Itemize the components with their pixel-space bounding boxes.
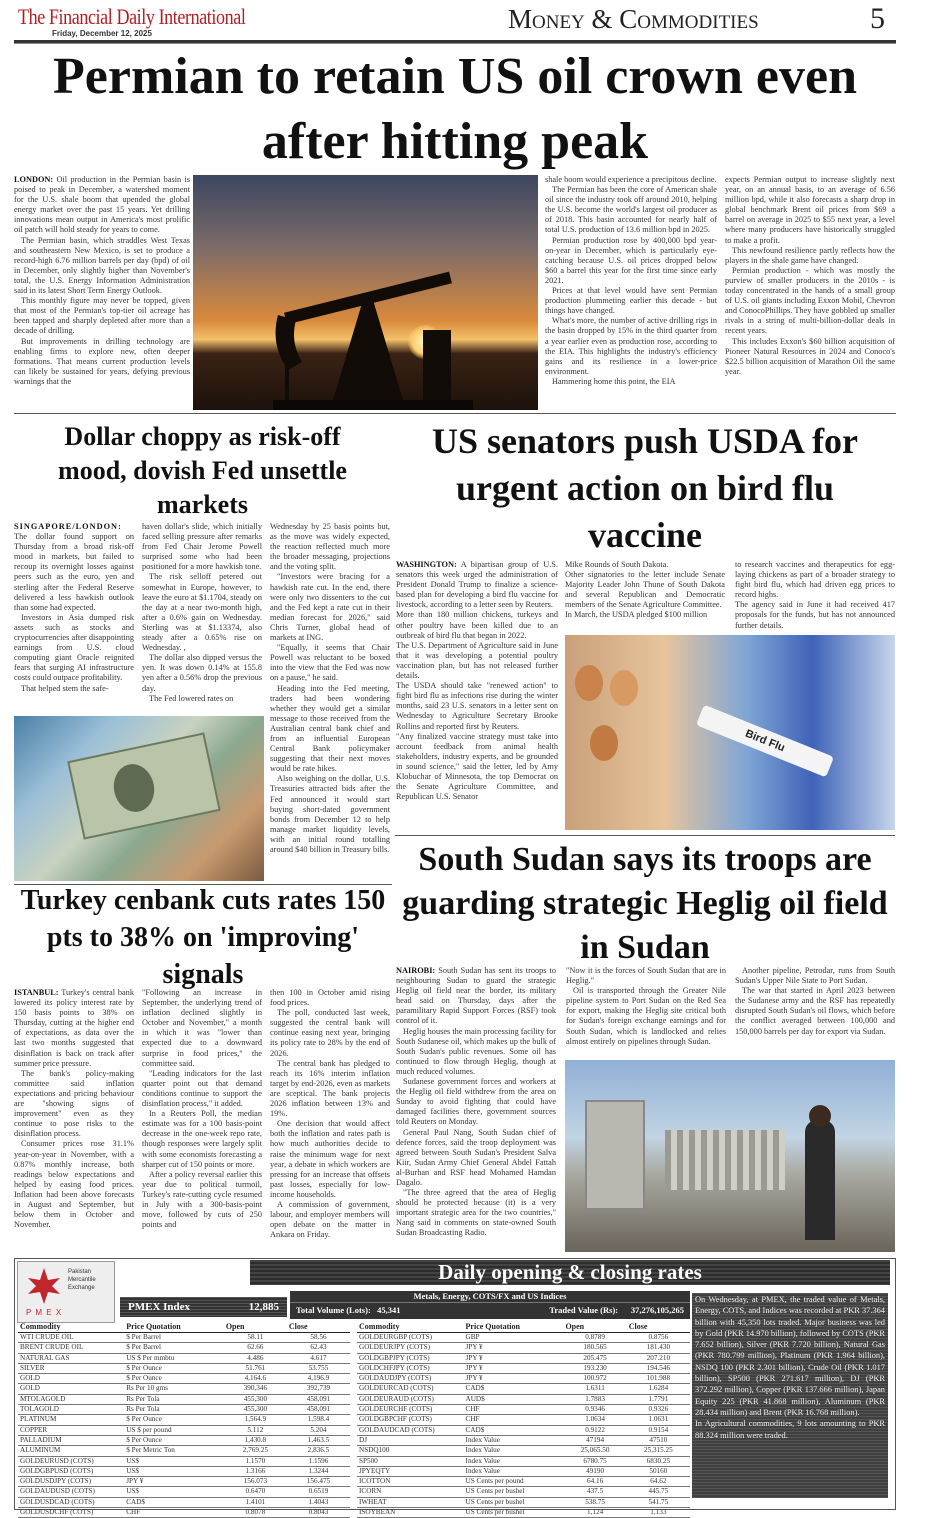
table-row [357,1353,690,1363]
quotation-cell: US$ [124,1456,224,1466]
open-cell: 5.112 [224,1425,287,1435]
usda-column-3: to research vaccines and therapeutics for egg-laying chickens as part of a broader strategy to fight bird flu, which had driven egg prices to record highs. The agency said in June it had received 417 proposals for the funds, but has not announced further details. [735,560,895,630]
close-cell: 0.9154 [627,1425,690,1435]
table-row [357,1466,690,1476]
close-cell: 1.7791 [627,1394,690,1404]
pumpjack-icon [273,220,473,410]
table-row [357,1415,690,1425]
close-cell: 0.6519 [287,1487,350,1497]
table-row [357,1477,690,1487]
commodity-cell: JPYEQTY [357,1466,464,1476]
table-row [18,1384,350,1394]
open-cell: 180.565 [563,1343,626,1353]
commodity-cell: IWHEAT [357,1497,464,1507]
lead-column-3: shale boom would experience a precipitous decline. The Permian has been the core of American shale oil since the industry took off around 2010, helping the U.S. become the world's largest oil producer as of 2018. This basin accounted for nearly half of total U.S. production of 13.6 million bpd in 2025. Permian production rose by 400,000 bpd year-on-year in December, which is particularly eye-catching because U.S. oil prices dropped below $60 a barrel this year for the first time since early 2021. Prices at that level would have sent Permian production plummeting earlier this decade - but things have changed. What's more, the number of active drilling rigs in the basin dropped by 15% in the third quarter from a year earlier even as production rose, according to the EIA. This highlights the industry's efficiency gains and its resilience in a lower-price environment. Hammering home this point, the EIA [545,175,717,386]
table-row [357,1333,690,1343]
table-row [357,1374,690,1384]
close-cell: 1,598.4 [287,1415,350,1425]
quotation-cell: Rs Per 10 gms [124,1384,224,1394]
sudan-column-2: "Now it is the forces of South Sudan that are in Heglig." Oil is transported through the Greater Nile pipeline system to Port Sudan on the Red Sea for export, making the Heglig site critical both for Sudan's foreign exchange earnings and for South Sudan, which is landlocked and relies almost entirely on pipelines through Sudan. [566,966,726,1046]
open-cell: 0.8789 [563,1333,626,1343]
dateline: LONDON: [14,175,54,184]
divider [14,413,896,414]
table-row [357,1487,690,1497]
quotation-cell: CHF [124,1508,224,1518]
close-cell: 53.755 [287,1363,350,1373]
close-cell: 207.210 [627,1353,690,1363]
commodity-cell: GOLDCHFJPY (COTS) [357,1363,464,1373]
quotation-cell: Index Value [464,1446,564,1456]
quotation-cell: US Cents per bushel [464,1487,564,1497]
quotation-cell: AUD$ [464,1394,564,1404]
turkey-column-1: ISTANBUL: Turkey's central bank lowered its policy interest rate by 150 basis points to 38% on Thursday, cutting at the higher end of expectations, as data over the last two months suggested that disinflation is back on track after summer price pressure. The bank's policy-making committee said inflation expectations and pricing behaviour are "showing signs of improvement" even as they continue to pose risks to the disinflation process. Consumer prices rose 31.1% year-on-year in November, with a 0.87% monthly increase, both readings below expectations and helped by easing food prices. Inflation had been above forecasts in August and September, but below them in October and November. [14,988,134,1230]
open-cell: 1.4101 [224,1497,287,1507]
table-row [357,1508,690,1518]
close-cell: 0.8043 [287,1508,350,1518]
open-cell: 49190 [563,1466,626,1476]
commodity-cell: GOLDEURUSD (COTS) [18,1456,124,1466]
table-row [18,1333,350,1343]
total-volume-value: 45,341 [377,1305,401,1315]
open-cell: 1,124 [563,1508,626,1518]
commodity-cell: GOLDGBPUSD (COTS) [18,1466,124,1476]
close-cell: 6830.25 [627,1456,690,1466]
rates-table-left: Commodity Price Quotation Open Close WTI CRUDE OIL $ Per Barrel 58.11 58.56 BRENT CRUDE OIL $ Per Barrel 62.66 62.43 NATURAL GAS US $ Per mmbtu 4.486 4.617 SILVER $ Per Ounce 51.761 53.755 GOLD $ Per Ounce 4,164.6 4,196.9 GOLD Rs Per 10 gms 390,346 392,739 MTOLAGOLD Rs Per Tola 455,300 458,091 TOLAGOLD Rs Per Tola 455,300 458,091 PLATINUM $ Per Ounce 1,564.9 1,598.4 COPPER US $ per pound 5.112 5.204 PALLADIUM $ Per Ounce 1,430.8 1,463.5 ALUMINUM $ Per Metric Ton 2,769.25 2,836.5 GOLDEURUSD (COTS) US$ 1.1570 1.1596 GOLDGBPUSD (COTS) US$ 1.3166 1.3244 GOLDUSDJPY (COTS) JPY ¥ 156.073 156.475 GOLDAUDUSD (COTS) US$ 0.6470 0.6519 GOLDUSDCAD (COTS) CAD$ 1.4101 1.4043 GOLDUSDCHF (COTS) CHF 0.8078 0.8043 [18,1322,350,1518]
trading-summary: On Wednesday, at PMEX, the traded value of Metals, Energy, COTS, and Indices was recorded at PKR 37.364 billion with 45,350 lots traded. Major business was led by Gold (PKR 14.970 billion), followed by COTS (PKR 7.652 billion), Silver (PKR 7.720 billion), Natural Gas (PKR 780.799 million), Platinum (PKR 1.964 billion), NSDQ 100 (PKR 2.301 billion), Crude Oil (PKR 1.017 billion), SP500 (PKR 271.617 million), DJ (PKR 372.292 million), Copper (PKR 137.666 million), Japan Equity 225 (PKR 41.868 million), Aluminum (PKR 28.434 million) and Brent (PKR 16.768 million). In Agricultural commodities, 9 lots amounting to PKR 88.324 million were traded. [692,1293,888,1498]
commodity-cell: MTOLAGOLD [18,1394,124,1404]
commodity-cell: ICORN [357,1487,464,1497]
close-cell: 458,091 [287,1405,350,1415]
commodity-cell: ISOYBEAN [357,1508,464,1518]
commodity-cell: GOLDUSDJPY (COTS) [18,1477,124,1487]
banknotes-photo [14,716,264,881]
open-cell: 25,065.50 [563,1446,626,1456]
close-cell: 62.43 [287,1343,350,1353]
bird-flu-vial-label: Bird Flu [696,705,834,778]
table-row [18,1374,350,1384]
open-cell: 6780.75 [563,1456,626,1466]
commodity-cell: ICOTTON [357,1477,464,1487]
quotation-cell: US $ per pound [124,1425,224,1435]
close-cell: 2,836.5 [287,1446,350,1456]
open-cell: 1.7883 [563,1394,626,1404]
close-cell: 181.430 [627,1343,690,1353]
quotation-cell: US Cents per bushel [464,1508,564,1518]
open-cell: 437.5 [563,1487,626,1497]
quotation-cell: $ Per Ounce [124,1363,224,1373]
open-cell: 205.475 [563,1353,626,1363]
turkey-column-2: "Following an increase in September, the underlying trend of inflation declined slightly in October and November," a month in which it was "lower than expected due to a downward surprise in food prices," the committee said. "Leading indicators for the last quarter point out that demand conditions continue to support the disinflation process," it added. In a Reuters Poll, the median estimate was for a 100 basis-point decrease in the one-week repo rate, though responses were largely split with some economists forecasting a sharper cut of 150 points or more. After a policy reversal earlier this year due to political turmoil, Turkey's rate-cutting cycle resumed in July with a 300-basis-point move, followed by cuts of 250 points and [142,988,262,1230]
quotation-cell: JPY ¥ [124,1477,224,1487]
open-cell: 0.8078 [224,1508,287,1518]
open-cell: 4,164.6 [224,1374,287,1384]
usda-column-2: Mike Rounds of South Dakota. Other signatories to the letter include Senate Majority Leader John Thune of South Dakota and several Republican and Democratic members of the Senate Agriculture Committee. In March, the USDA pledged $100 million [565,560,725,620]
open-cell: 1.1570 [224,1456,287,1466]
commodity-cell: GOLDUSDCHF (COTS) [18,1508,124,1518]
issue-date: Friday, December 12, 2025 [52,29,152,38]
quotation-cell: CAD$ [464,1384,564,1394]
open-cell: 1,564.9 [224,1415,287,1425]
close-cell: 58.56 [287,1333,350,1343]
close-cell: 392,739 [287,1384,350,1394]
open-cell: 538.75 [563,1497,626,1507]
open-cell: 47194 [563,1435,626,1445]
quotation-cell: Index Value [464,1456,564,1466]
open-cell: 1.0634 [563,1415,626,1425]
close-cell: 541.75 [627,1497,690,1507]
open-cell: 193.230 [563,1363,626,1373]
table-row [18,1497,350,1507]
close-cell: 0.8756 [627,1333,690,1343]
commodity-cell: NATURAL GAS [18,1353,124,1363]
table-row [18,1363,350,1373]
quotation-cell: US$ [124,1466,224,1476]
quotation-cell: US$ [124,1487,224,1497]
dollar-column-2: haven dollar's slide, which initially faced selling pressure after remarks from Fed Chair Jerome Powell surprised some who had been positioned for a more hawkish tone. The risk selloff petered out somewhat in Europe, however, to leave the euro at $1.1704, steady on the day at a near two-month high, after a 0.6% gain on Wednesday. Sterling was at $1.13374, also steady after a 0.65% rise on Wednesday. , The dollar also dipped versus the yen. It was down 0.14% at 155.8 yen after a 0.56% drop the previous day. The Fed lowered rates on [142,522,262,703]
table-row [18,1508,350,1518]
quotation-cell: $ Per Ounce [124,1415,224,1425]
sudan-column-1: NAIROBI: South Sudan has sent its troops to neighbouring Sudan to guard the strategic Heglig oil field near the border, its military head said on Thursday, days after the paramilitary Rapid Support Forces (RSF) took control of it. Heglig houses the main processing facility for South Sudanese oil, which makes up the bulk of South Sudan's public revenues. Some oil has continued to flow through Heglig, though at much reduced volumes. Sudanese government forces and workers at the Heglig oil field withdrew from the area on Sunday to avoid fighting that could have damaged facilities there, government sources told Reuters on Monday. General Paul Nang, South Sudan chief of defence forces, said the troop deployment was agreed between South Sudan's President Salva Kiir, Sudan Army Chief General Abdel Fattah al-Burhan and RSF head Mohamed Hamdan Dagalo. "The three agreed that the area of Heglig should be protected because (it) is a very important strategic area for the two countries," Nang said in comments on state-owned South Sudan Broadcasting Radio. [396,966,557,1238]
commodity-cell: GOLD [18,1384,124,1394]
quotation-cell: JPY ¥ [464,1343,564,1353]
lead-headline: Permian to retain US oil crown even after hitting peak [53,48,857,170]
table-row [357,1384,690,1394]
close-cell: 156.475 [287,1477,350,1487]
commodity-cell: GOLDEURGBP (COTS) [357,1333,464,1343]
table-row [357,1405,690,1415]
lead-column-4: expects Permian output to increase slightly next year, on an annual basis, to an average of 6.56 million bpd, while it also forecasts a sharp drop in global benchmark Brent oil prices from $69 a barrel on average in 2025 to $55 next year, a level where many producers have historically struggled to make a profit. This newfound resilience partly reflects how the players in the shale game have changed. Permian production - which was mostly the purview of smaller producers in the 2010s - is today concentrated in the hands of a small group of U.S. oil giants including Exxon Mobil, Chevron and ConocoPhillips. They have gobbled up smaller rivals in a string of multi-billion-dollar deals in recent years. This includes Exxon's $60 billion acquisition of Pioneer Natural Resources in 2024 and Conoco's $22.5 billion acquisition of Marathon Oil the same year. [725,175,895,376]
turkey-column-3: then 100 in October amid rising food prices. The poll, conducted last week, suggested the central bank will continue easing next year, bringing its policy rate to 28% by the end of 2026. The central bank has pledged to reach its 16% interim inflation target by end-2026, even as markets are sceptical. The bank projects 2026 inflation between 13% and 19%. One decision that would affect both the inflation and rates path is how much authorities decide to raise the minimum wage for next year, a debate in which workers are pressing for an increase that offsets past losses, especially for low-income households. A commission of government, labour, and employer members will open debate on the matter in Ankara on Friday. [270,988,390,1240]
commodity-cell: NSDQ100 [357,1446,464,1456]
quotation-cell: $ Per Ounce [124,1374,224,1384]
commodity-cell: PLATINUM [18,1415,124,1425]
quotation-cell: JPY ¥ [464,1363,564,1373]
commodity-cell: BRENT CRUDE OIL [18,1343,124,1353]
quotation-cell: JPY ¥ [464,1353,564,1363]
close-cell: 1,463.5 [287,1435,350,1445]
page-number: 5 [870,2,885,35]
quotation-cell: CAD$ [124,1497,224,1507]
turkey-headline: Turkey cenbank cuts rates 150 pts to 38% on 'improving' signals [20,885,386,990]
table-row [18,1466,350,1476]
open-cell: 64.16 [563,1477,626,1487]
quotation-cell: Index Value [464,1466,564,1476]
table-row [18,1394,350,1404]
open-cell: 2,769.25 [224,1446,287,1456]
dollar-headline: Dollar choppy as risk-off mood, dovish Fed unsettle markets [58,422,347,519]
quotation-cell: Rs Per Tola [124,1405,224,1415]
commodity-cell: WTI CRUDE OIL [18,1333,124,1343]
table-row [357,1446,690,1456]
close-cell: 0.9326 [627,1405,690,1415]
usda-headline: US senators push USDA for urgent action on bird flu vaccine [431,421,859,555]
close-cell: 1.1596 [287,1456,350,1466]
commodity-cell: TOLAGOLD [18,1405,124,1415]
commodity-cell: GOLDAUDCAD (COTS) [357,1425,464,1435]
metals-summary-bar: Metals, Energy, COTS/FX and US Indices Total Volume (Lots): 45,341 Traded Value (Rs): 37,276,105,265 [290,1291,690,1319]
open-cell: 390,346 [224,1384,287,1394]
table-row [357,1425,690,1435]
pmex-abbr: P M E X [26,1308,63,1317]
commodity-cell: GOLDEURJPY (COTS) [357,1343,464,1353]
commodity-cell: GOLDEURCHF (COTS) [357,1405,464,1415]
commodity-cell: GOLDEURAUD (COTS) [357,1394,464,1404]
quotation-cell: $ Per Ounce [124,1435,224,1445]
quotation-cell: JPY ¥ [464,1374,564,1384]
pmex-star-icon [24,1266,64,1306]
commodity-cell: GOLDAUDJPY (COTS) [357,1374,464,1384]
usda-column-1: WASHINGTON: A bipartisan group of U.S. senators this week urged the administration of President Donald Trump to finalize a science-based plan for developing a bird flu vaccine for livestock, according to a letter seen by Reuters. More than 180 million chickens, turkeys and other poultry have been killed due to an outbreak of bird flu that began in 2022. The U.S. Department of Agriculture said in June that it was developing a potential poultry vaccination plan, but has not released further details. The USDA should take "renewed action" to fight bird flu as infections rise during the winter months, said 23 U.S. senators in a letter sent on Wednesday to Agriculture Secretary Brooke Rollins and reported first by Reuters. "Any finalized vaccine strategy must take into account feedback from animal health stakeholders, industry experts, and be grounded in sound science," said the letter, led by Amy Klobuchar of Minnesota, the top Democrat on the Senate Agriculture Committee, and Republican U.S. Senator [396,560,558,802]
open-cell: 58.11 [224,1333,287,1343]
table-row [18,1477,350,1487]
close-cell: 64.62 [627,1477,690,1487]
traded-value-value: 37,276,105,265 [630,1305,684,1315]
quotation-cell: $ Per Barrel [124,1343,224,1353]
close-cell: 4,196.9 [287,1374,350,1384]
pmex-logo: Pakistan Mercantile Exchange P M E X [17,1261,115,1323]
quotation-cell: CHF [464,1415,564,1425]
quotation-cell: CHF [464,1405,564,1415]
commodity-cell: ALUMINUM [18,1446,124,1456]
commodity-cell: GOLDGBPCHF (COTS) [357,1415,464,1425]
pmex-index-label: PMEX Index [128,1301,191,1313]
oilfield-worker-photo [565,1060,895,1252]
open-cell: 100.972 [563,1374,626,1384]
quotation-cell: CAD$ [464,1425,564,1435]
close-cell: 1.6284 [627,1384,690,1394]
table-row [18,1405,350,1415]
pmex-index-bar [120,1297,287,1317]
open-cell: 0.9122 [563,1425,626,1435]
open-cell: 1.3166 [224,1466,287,1476]
pmex-index-value: 12,885 [248,1301,279,1313]
close-cell: 25,315.25 [627,1446,690,1456]
open-cell: 0.6470 [224,1487,287,1497]
table-row [18,1446,350,1456]
commodity-cell: GOLDEURCAD (COTS) [357,1384,464,1394]
open-cell: 455,300 [224,1405,287,1415]
quotation-cell: Rs Per Tola [124,1394,224,1404]
table-row [18,1415,350,1425]
table-row [18,1343,350,1353]
table-row [18,1425,350,1435]
table-row [357,1456,690,1466]
lead-column-1: LONDON: Oil production in the Permian basin is poised to peak in December, a watershed moment for the U.S. shale boom that upended the global energy market over the past 15 years. Yet drilling innovations mean output in America's most prolific oil patch will hold steady for years to come. The Permian basin, which straddles West Texas and southeastern New Mexico, is set to produce a record-high 6.76 million barrels per day (bpd) of oil in December, only slightly higher than November's total, the U.S. Energy Information Administration said in its latest Short Term Energy Outlook. This monthly figure may never be topped, given that most of the Permian's top-tier oil acreage has been tapped and sharply depleted after more than a decade of drilling. But improvements in drilling technology are enabling firms to explore new, often deeper formations. That means current production levels can likely be sustained for years, defying previous warnings that the [14,175,191,386]
close-cell: 458,091 [287,1394,350,1404]
commodity-cell: GOLDUSDCAD (COTS) [18,1497,124,1507]
table-row [18,1435,350,1445]
open-cell: 62.66 [224,1343,287,1353]
sudan-column-3: Another pipeline, Petrodar, runs from South Sudan's Upper Nile State to Port Sudan. The war that started in April 2023 between the Sudanese army and the RSF has repeatedly disrupted South Sudan's oil flows, which before the conflict averaged between 100,000 and 150,000 barrels per day for export via Sudan. [735,966,895,1036]
open-cell: 1.6311 [563,1384,626,1394]
close-cell: 4.617 [287,1353,350,1363]
open-cell: 156.073 [224,1477,287,1487]
close-cell: 445.75 [627,1487,690,1497]
rates-table-right: Commodity Price Quotation Open Close GOLDEURGBP (COTS) GBP 0.8789 0.8756 GOLDEURJPY (COTS) JPY ¥ 180.565 181.430 GOLDGBPJPY (COTS) JPY ¥ 205.475 207.210 GOLDCHFJPY (COTS) JPY ¥ 193.230 194.546 GOLDAUDJPY (COTS) JPY ¥ 100.972 101.988 GOLDEURCAD (COTS) CAD$ 1.6311 1.6284 GOLDEURAUD (COTS) AUD$ 1.7883 1.7791 GOLDEURCHF (COTS) CHF 0.9346 0.9326 GOLDGBPCHF (COTS) CHF 1.0634 1.0631 GOLDAUDCAD (COTS) CAD$ 0.9122 0.9154 DJ Index Value 47194 47510 NSDQ100 Index Value 25,065.50 25,315.25 SP500 Index Value 6780.75 6830.25 JPYEQTY Index Value 49190 50160 ICOTTON US Cents per pound 64.16 64.62 ICORN US Cents per bushel 437.5 445.75 IWHEAT US Cents per bushel 538.75 541.75 ISOYBEAN US Cents per bushel 1,124 1,133 [357,1322,690,1518]
commodity-cell: PALLADIUM [18,1435,124,1445]
close-cell: 50160 [627,1466,690,1476]
rates-banner: Daily opening & closing rates [250,1260,890,1285]
commodity-cell: SILVER [18,1363,124,1373]
close-cell: 47510 [627,1435,690,1445]
open-cell: 0.9346 [563,1405,626,1415]
table-row [357,1343,690,1353]
table-row [357,1497,690,1507]
table-row [18,1353,350,1363]
quotation-cell: US Cents per bushel [464,1497,564,1507]
bird-flu-photo [565,635,895,830]
close-cell: 1,133 [627,1508,690,1518]
divider [395,835,895,836]
table-row [18,1487,350,1497]
quotation-cell: $ Per Metric Ton [124,1446,224,1456]
commodity-cell: DJ [357,1435,464,1445]
close-cell: 5.204 [287,1425,350,1435]
close-cell: 1.4043 [287,1497,350,1507]
oil-pumpjack-photo [193,175,538,410]
dollar-column-3: Wednesday by 25 basis points but, as the move was widely expected, the reaction reflected much more the broader messaging, projections and the voting split. "Investors were bracing for a hawkish rate cut. In the end, there were only two dissenters to the cut and the Fed kept a rate cut in their median forecast for 2026," said Chris Turner, global head of markets at ING. "Equally, it seems that Chair Powell was reluctant to be boxed into the view that the Fed was now on a pause," he said. Heading into the Fed meeting, traders had been wondering whether they would get a similar message to those received from the Australian central bank chief and from an influential European Central Bank policymaker suggesting that their next moves would be rate hikes. Also weighing on the dollar, U.S. Treasuries attracted bids after the Fed announced it would start buying short-dated government bonds from December 12 to help manage market liquidity levels, with an initial round totalling around $40 billion in Treasury bills. [270,522,390,854]
quotation-cell: Index Value [464,1435,564,1445]
quotation-cell: $ Per Barrel [124,1333,224,1343]
quotation-cell: GBP [464,1333,564,1343]
table-row [357,1435,690,1445]
open-cell: 4.486 [224,1353,287,1363]
table-row [357,1394,690,1404]
metals-heading: Metals, Energy, COTS/FX and US Indices [413,1291,567,1301]
quotation-cell: US Cents per pound [464,1477,564,1487]
commodity-cell: GOLDAUDUSD (COTS) [18,1487,124,1497]
quotation-cell: US $ Per mmbtu [124,1353,224,1363]
open-cell: 455,300 [224,1394,287,1404]
commodity-cell: COPPER [18,1425,124,1435]
dollar-column-1: SINGAPORE/LONDON: The dollar found support on Thursday from a broad risk-off mood in markets, but failed to recoup its overnight losses against peers such as the euro, yen and sterling after the Federal Reserve delivered a less hawkish outlook than some had expected. Investors in Asia dumped risk assets such as stocks and cryptocurrencies after disappointing earnings from U.S. cloud computing giant Oracle reignited fears that surging AI infrastructure costs could outpace profitability. That helped stem the safe- [14,522,134,693]
table-row [357,1363,690,1373]
commodity-cell: GOLD [18,1374,124,1384]
open-cell: 1,430.8 [224,1435,287,1445]
close-cell: 101.988 [627,1374,690,1384]
open-cell: 51.761 [224,1363,287,1373]
close-cell: 1.3244 [287,1466,350,1476]
table-row [18,1456,350,1466]
publication-name: The Financial Daily International [18,4,246,29]
close-cell: 194.546 [627,1363,690,1373]
sudan-headline: South Sudan says its troops are guarding strategic Heglig oil field in Sudan [402,841,888,966]
close-cell: 1.0631 [627,1415,690,1425]
section-title: Money & Commodities [508,4,759,34]
commodity-cell: SP500 [357,1456,464,1466]
commodity-cell: GOLDGBPJPY (COTS) [357,1353,464,1363]
